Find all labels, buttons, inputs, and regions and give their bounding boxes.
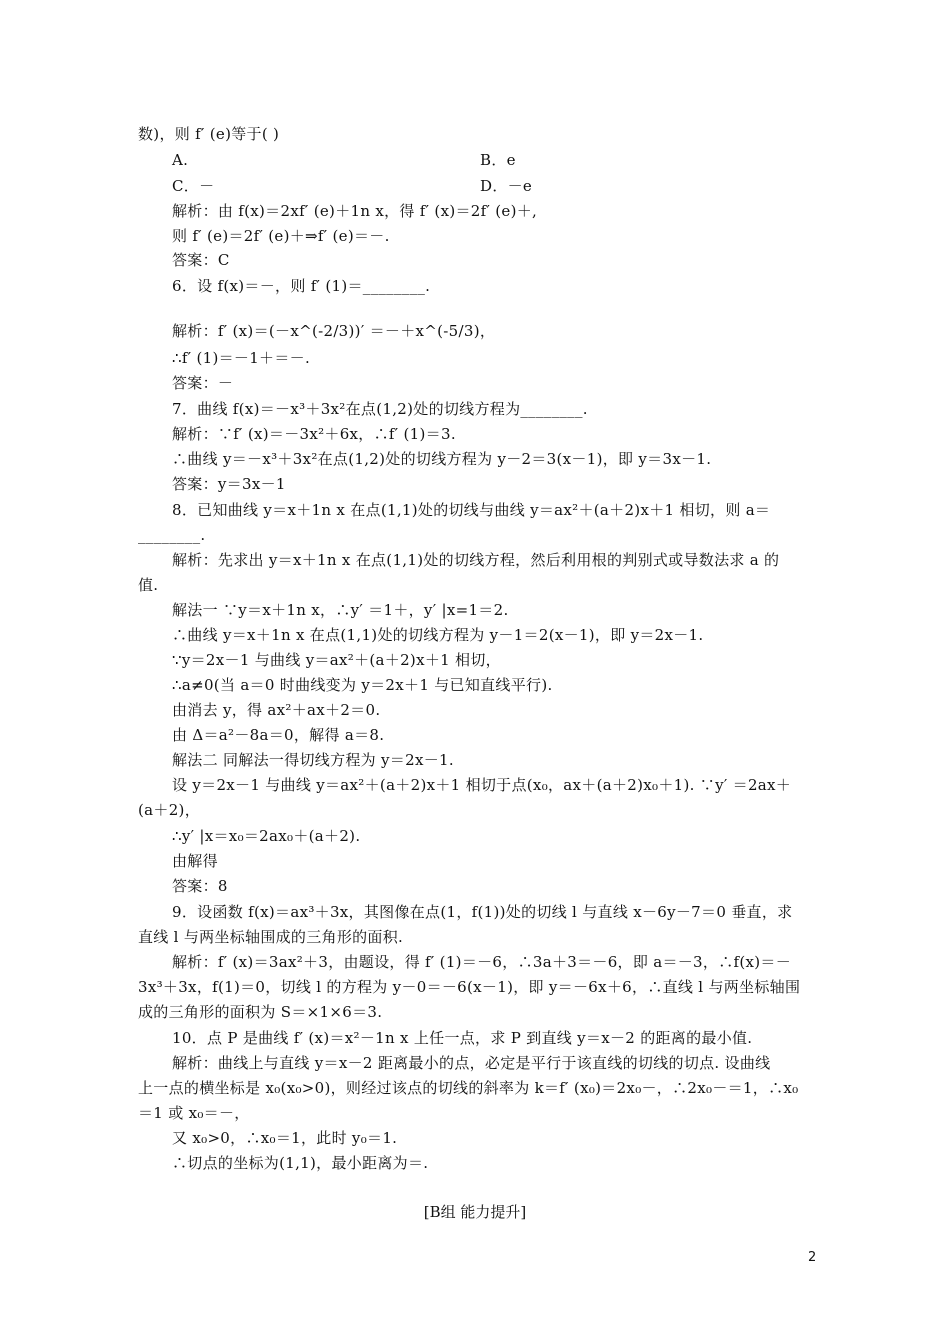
page-number: 2 — [808, 1250, 817, 1265]
text-line: ∴曲线 y＝x＋1n x 在点(1,1)处的切线方程为 y－1＝2(x－1)，即 y＝2x－1. — [172, 626, 704, 644]
text-line: ∴曲线 y＝－x³＋3x²在点(1,2)处的切线方程为 y－2＝3(x－1)，即 y＝3x－1. — [172, 450, 712, 468]
text-line: 解析：先求出 y＝x＋1n x 在点(1,1)处的切线方程，然后利用根的判别式或导数法求 a 的 — [172, 551, 780, 569]
text-line: 数)，则 f′ (e)等于( ) — [138, 125, 280, 143]
text-line: 直线 l 与两坐标轴围成的三角形的面积. — [138, 928, 404, 946]
text-line: ∴y′ |x＝x₀＝2ax₀＋(a＋2). — [172, 827, 361, 845]
text-line: 解析：f′ (x)＝(－x^(-2/3))′ ＝－＋x^(-5/3)， — [172, 322, 496, 340]
text-line: 由 Δ＝a²－8a＝0，解得 a＝8. — [172, 726, 385, 744]
text-line: C．－ — [172, 177, 215, 195]
text-line: 解法二 同解法一得切线方程为 y＝2x－1. — [172, 751, 454, 769]
text-line: B．e — [480, 151, 516, 169]
text-line: 答案：C — [172, 251, 230, 269]
text-line: A. — [172, 151, 189, 169]
text-line: ∴切点的坐标为(1,1)，最小距离为＝. — [172, 1154, 429, 1172]
text-line: 8．已知曲线 y＝x＋1n x 在点(1,1)处的切线与曲线 y＝ax²＋(a＋2)x＋1 相切，则 a＝ — [172, 501, 771, 519]
text-line: 答案：8 — [172, 877, 228, 895]
text-line: 答案：y＝3x－1 — [172, 475, 286, 493]
text-line: 成的三角形的面积为 S＝×1×6＝3. — [138, 1003, 383, 1021]
text-line: ∵y＝2x－1 与曲线 y＝ax²＋(a＋2)x＋1 相切， — [172, 651, 501, 669]
text-line: 解析：由 f(x)＝2xf′ (e)＋1n x，得 f′ (x)＝2f′ (e)＋, — [172, 202, 538, 220]
text-line: 10．点 P 是曲线 f′ (x)＝x²－1n x 上任一点，求 P 到直线 y＝x－2 的距离的最小值. — [172, 1029, 753, 1047]
text-line: 7．曲线 f(x)＝－x³＋3x²在点(1,2)处的切线方程为________. — [172, 400, 588, 418]
text-line: 解析：∵f′ (x)＝－3x²＋6x，∴f′ (1)＝3. — [172, 425, 456, 443]
text-line: 由解得 — [172, 852, 218, 870]
text-line: 9．设函数 f(x)＝ax³＋3x，其图像在点(1，f(1))处的切线 l 与直线 x－6y－7＝0 垂直，求 — [172, 903, 793, 921]
text-line: (a＋2)， — [138, 801, 200, 819]
text-line: 解析：f′ (x)＝3ax²＋3，由题设，得 f′ (1)＝－6，∴3a＋3＝－6，即 a＝－3，∴f(x)＝－ — [172, 953, 792, 971]
text-line: 上一点的横坐标是 x₀(x₀>0)，则经过该点的切线的斜率为 k＝f′ (x₀)＝2x₀－，∴2x₀－＝1，∴x₀ — [138, 1079, 799, 1097]
text-line: D．－e — [480, 177, 533, 195]
text-line: ∴a≠0(当 a＝0 时曲线变为 y＝2x＋1 与已知直线平行). — [172, 676, 553, 694]
text-line: 又 x₀>0，∴x₀＝1，此时 y₀＝1. — [172, 1129, 398, 1147]
text-line: 解析：曲线上与直线 y＝x－2 距离最小的点，必定是平行于该直线的切线的切点. 设曲线 — [172, 1054, 771, 1072]
text-line: 则 f′ (e)＝2f′ (e)＋⇒f′ (e)＝－. — [172, 227, 390, 245]
section-title: [B组 能力提升] — [423, 1203, 527, 1221]
text-line: ∴f′ (1)＝－1＋＝－. — [172, 349, 311, 367]
text-line: ＝1 或 x₀＝－， — [138, 1104, 250, 1122]
text-line: 3x³＋3x，f(1)＝0，切线 l 的方程为 y－0＝－6(x－1)，即 y＝－6x＋6，∴直线 l 与两坐标轴围 — [138, 978, 801, 996]
text-line: 答案：－ — [172, 374, 234, 392]
text-line: 设 y＝2x－1 与曲线 y＝ax²＋(a＋2)x＋1 相切于点(x₀，ax＋(a＋2)x₀＋1). ∵y′ ＝2ax＋ — [172, 776, 792, 794]
text-line: 解法一 ∵y＝x＋1n x，∴y′ ＝1＋，y′ |x=1＝2. — [172, 601, 509, 619]
text-line: ________. — [138, 526, 206, 544]
text-line: 6．设 f(x)＝－，则 f′ (1)＝________. — [172, 277, 431, 295]
text-line: 由消去 y，得 ax²＋ax＋2＝0. — [172, 701, 381, 719]
text-line: 值. — [138, 576, 159, 594]
